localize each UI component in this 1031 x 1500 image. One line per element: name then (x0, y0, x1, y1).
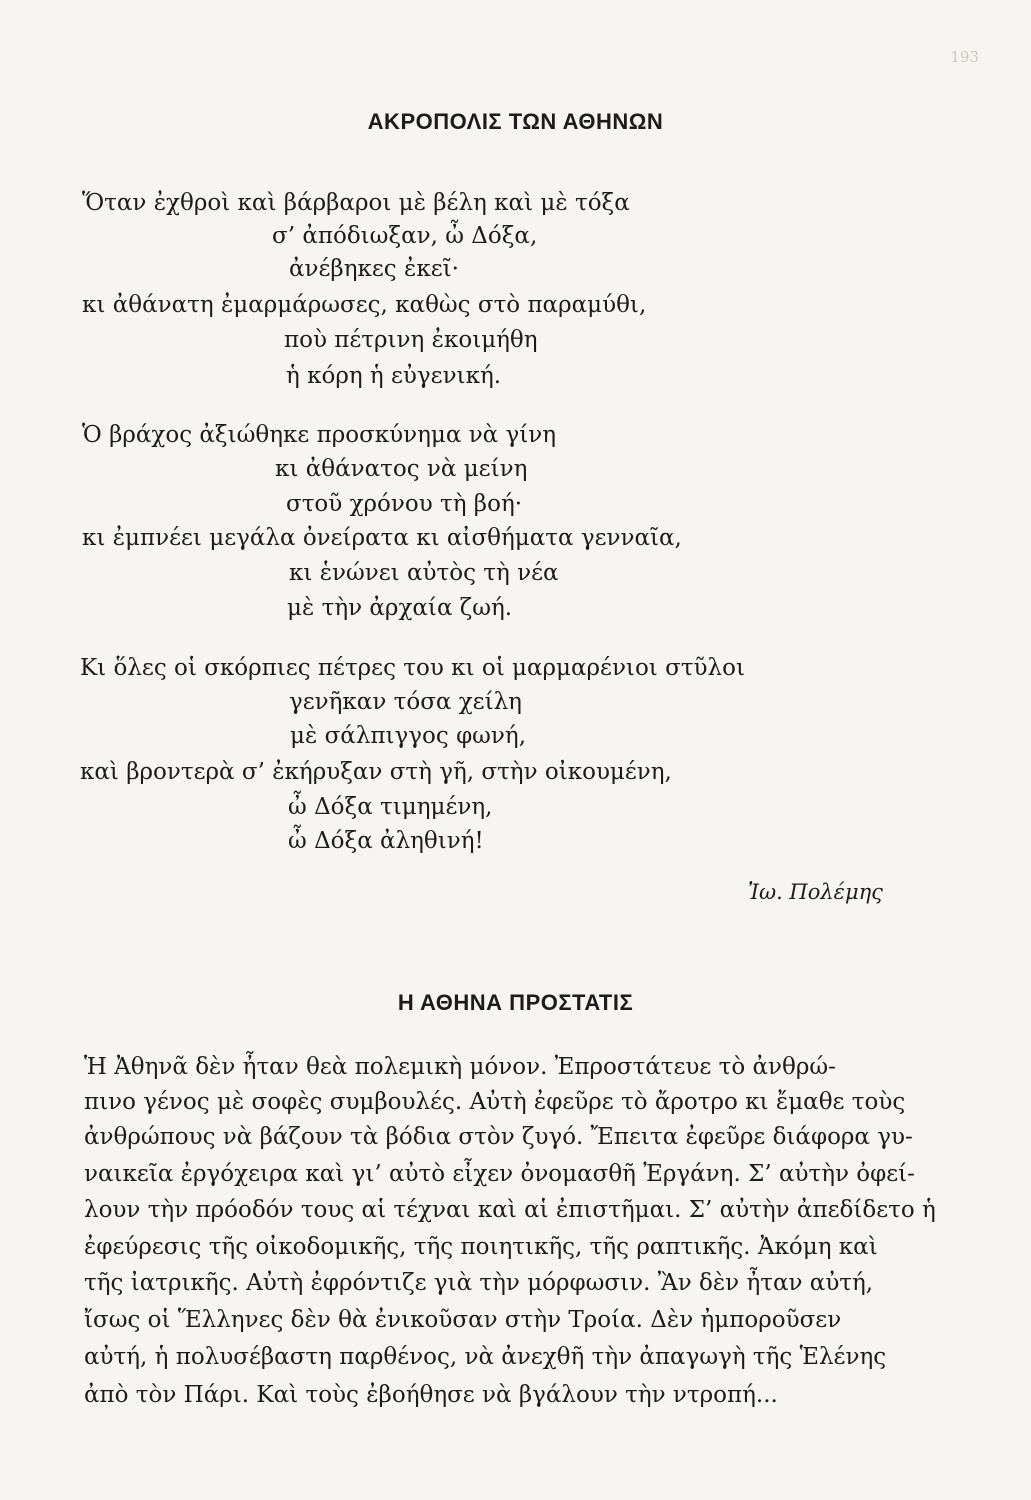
body-line: ἀνθρώπους νὰ βάζουν τὰ βόδια στὸν ζυγό. Ἔπειτα ἐφεῦρε διάφορα γυ- (84, 1124, 913, 1150)
body-line: ἐφεύρεσις τῆς οἰκοδομικῆς, τῆς ποιητικῆς, τῆς ραπτικῆς. Ἀκόμη καὶ (84, 1234, 878, 1260)
poem-line: ὦ Δόξα τιμημένη, (288, 794, 493, 820)
poem-line: Κι ὅλες οἱ σκόρπιες πέτρες του κι οἱ μαρμαρένιοι στῦλοι (80, 655, 745, 681)
poem-line: κι ἀθάνατη ἐμαρμάρωσες, καθὼς στὸ παραμύθι, (82, 292, 647, 318)
poem-line: μὲ τὴν ἀρχαία ζωή. (287, 595, 513, 621)
page-number-bleed: 193 (950, 48, 979, 66)
poem-line: κι ἑνώνει αὐτὸς τὴ νέα (289, 560, 559, 586)
body-line: τῆς ἰατρικῆς. Αὐτὴ ἐφρόντιζε γιὰ τὴν μόρφωσιν. Ἂν δὲν ἦταν αὐτή, (84, 1270, 874, 1296)
poem-title: ΑΚΡΟΠΟΛΙΣ ΤΩΝ ΑΘΗΝΩΝ (367, 109, 664, 134)
body-line: ἴσως οἱ Ἕλληνες δὲν θὰ ἐνικοῦσαν στὴν Τροία. Δὲν ἠμποροῦσεν (84, 1307, 842, 1333)
body-line: πινο γένος μὲ σοφὲς συμβουλές. Αὐτὴ ἐφεῦρε τὸ ἄροτρο κι ἔμαθε τοὺς (84, 1089, 906, 1115)
body-line: ἀπὸ τὸν Πάρι. Καὶ τοὺς ἐβοήθησε νὰ βγάλουν τὴν ντροπή... (84, 1382, 778, 1408)
poem-line: Ὅταν ἐχθροὶ καὶ βάρβαροι μὲ βέλη καὶ μὲ τόξα (82, 190, 630, 216)
poem-line: ἀνέβηκες ἐκεῖ· (289, 256, 459, 282)
poem-line: καὶ βροντερὰ σ’ ἐκήρυξαν στὴ γῆ, στὴν οἰκουμένη, (80, 759, 672, 785)
poem-line: ὦ Δόξα ἀληθινή! (288, 828, 484, 854)
poem-line: Ὁ βράχος ἀξιώθηκε προσκύνημα νὰ γίνη (82, 422, 557, 448)
poem-line: ποὺ πέτρινη ἐκοιμήθη (284, 327, 538, 353)
article-title: Η ΑΘΗΝΑ ΠΡΟΣΤΑΤΙΣ (397, 990, 634, 1015)
poem-author: Ἰω. Πολέμης (748, 880, 883, 904)
poem-line: στοῦ χρόνου τὴ βοή· (286, 491, 523, 517)
poem-line: σ’ ἀπόδιωξαν, ὦ Δόξα, (272, 223, 538, 249)
body-line: αὐτή, ἡ πολυσέβαστη παρθένος, νὰ ἀνεχθῆ τὴν ἀπαγωγὴ τῆς Ἑλένης (84, 1344, 887, 1370)
poem-line: γενῆκαν τόσα χείλη (289, 689, 522, 715)
body-line: ναικεῖα ἐργόχειρα καὶ γι’ αὐτὸ εἶχεν ὀνομασθῆ Ἐργάνη. Σ’ αὐτὴν ὀφεί- (84, 1161, 915, 1187)
body-line: Ἡ Ἀθηνᾶ δὲν ἦταν θεὰ πολεμικὴ μόνον. Ἐπροστάτευε τὸ ἀνθρώ- (84, 1054, 836, 1080)
body-line: λουν τὴν πρόοδόν τους αἱ τέχναι καὶ αἱ ἐπιστῆμαι. Σ’ αὐτὴν ἀπεδίδετο ἡ (84, 1197, 936, 1223)
poem-line: ἡ κόρη ἡ εὐγενική. (286, 363, 502, 389)
poem-line: κι ἀθάνατος νὰ μείνη (275, 456, 528, 482)
poem-line: κι ἐμπνέει μεγάλα ὀνείρατα κι αἰσθήματα γενναῖα, (82, 525, 682, 551)
poem-line: μὲ σάλπιγγος φωνή, (290, 723, 527, 749)
